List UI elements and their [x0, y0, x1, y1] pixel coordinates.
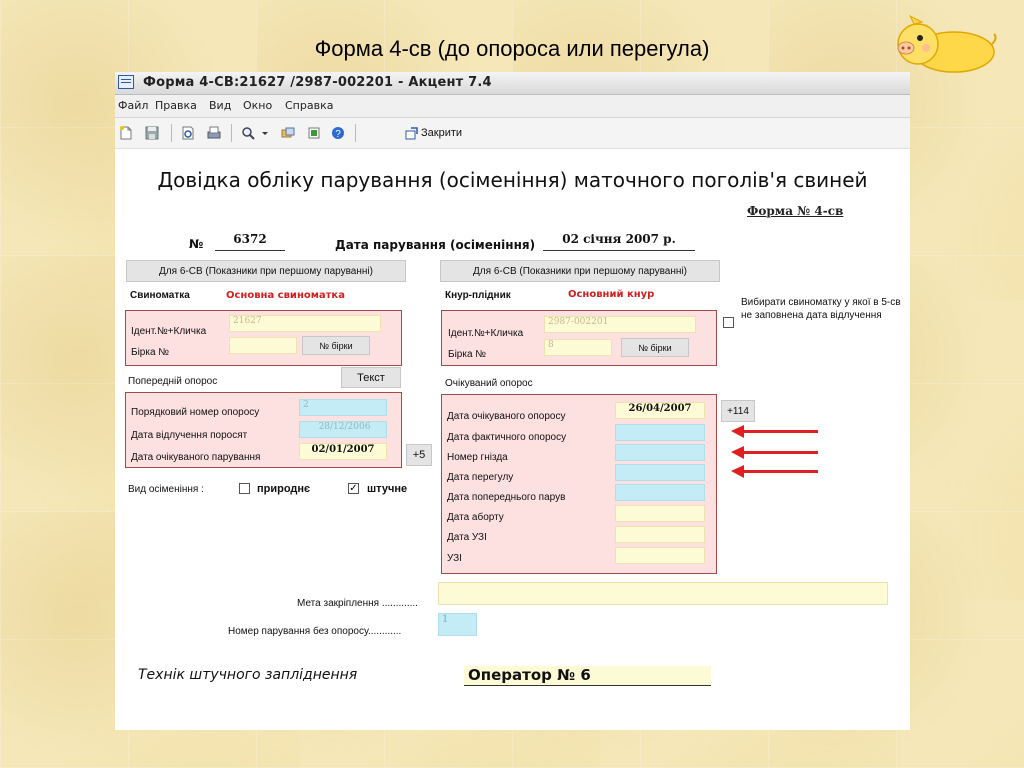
menu-view[interactable]: Вид: [209, 99, 232, 112]
operator-field[interactable]: Оператор № 6: [464, 666, 711, 686]
expected-row-label: Дата фактичного опоросу: [447, 432, 567, 443]
menu-help[interactable]: Справка: [285, 99, 334, 112]
boar-tag-field[interactable]: 8: [544, 339, 612, 356]
toolbar-separator: [171, 124, 172, 142]
sow-ident-field[interactable]: 21627: [229, 315, 381, 332]
menu-bar: [115, 95, 910, 118]
menu-window[interactable]: Окно: [243, 99, 273, 112]
goal-field[interactable]: [438, 582, 888, 605]
toolbar-separator: [355, 124, 356, 142]
expected-row-label: УЗІ: [447, 553, 462, 564]
sow-type: Основна свиноматка: [226, 290, 345, 301]
natural-label: природнє: [257, 483, 311, 495]
new-document-icon[interactable]: [119, 126, 133, 140]
print-icon[interactable]: [207, 126, 221, 140]
title-bar: [115, 72, 910, 95]
menu-file[interactable]: Файл: [118, 99, 149, 112]
export-icon[interactable]: [307, 126, 321, 140]
form-number-link[interactable]: Форма № 4-св: [747, 204, 844, 218]
svg-text:?: ?: [335, 129, 341, 140]
prev-row-value[interactable]: 2: [299, 399, 387, 416]
technician-label: Технік штучного запліднення: [138, 667, 358, 683]
for-6sv-button-left[interactable]: Для 6-СВ (Показники при першому паруванні): [126, 260, 406, 282]
mating-date-value[interactable]: 02 січня 2007 р.: [543, 232, 695, 251]
red-arrow-icon: [743, 451, 818, 454]
expected-row-value[interactable]: [615, 444, 705, 461]
print-preview-icon[interactable]: [181, 126, 195, 140]
artificial-checkbox[interactable]: ✓: [349, 483, 358, 494]
sow-ident-label: Ідент.№+Кличка: [131, 326, 207, 337]
search-icon[interactable]: [241, 126, 255, 140]
mating-no-field[interactable]: 1: [438, 613, 477, 636]
plus-114-button[interactable]: +114: [721, 400, 755, 422]
sow-tag-label: Бірка №: [131, 347, 170, 358]
toolbar-separator: [231, 124, 232, 142]
number-value[interactable]: 6372: [215, 232, 285, 251]
expected-row-value[interactable]: [615, 547, 705, 564]
prev-row-label: Порядковий номер опоросу: [131, 407, 260, 418]
expected-farrow-panel: [441, 394, 717, 574]
expected-row-value[interactable]: [615, 505, 705, 522]
expected-farrow-heading: Очікуваний опорос: [445, 378, 533, 389]
expected-row-value[interactable]: [615, 526, 705, 543]
prev-farrow-panel: [125, 392, 402, 468]
red-arrow-icon: [743, 470, 818, 473]
text-button[interactable]: Текст: [341, 367, 401, 388]
expected-row-value[interactable]: [615, 464, 705, 481]
natural-checkbox[interactable]: [239, 483, 250, 494]
for-6sv-button-right[interactable]: Для 6-СВ (Показники при першому паруванні): [440, 260, 720, 282]
window-title: Форма 4-СВ:21627 /2987-002201 - Акцент 7.4: [143, 75, 492, 90]
boar-ident-label: Ідент.№+Кличка: [448, 328, 524, 339]
chevron-down-icon[interactable]: [261, 126, 269, 140]
expected-row-value[interactable]: [615, 484, 705, 501]
expected-row-label: Дата аборту: [447, 512, 504, 523]
select-sow-checkbox[interactable]: [723, 317, 734, 328]
expected-row-label: Номер гнізда: [447, 452, 508, 463]
mating-no-label: Номер парування без опоросу............: [228, 626, 402, 637]
prev-farrow-heading: Попередній опорос: [128, 376, 218, 387]
save-icon[interactable]: [145, 126, 159, 140]
select-sow-note: Вибирати свиноматку у якої в 5-св не заповнена дата відлучення: [741, 297, 901, 321]
expected-row-label: Дата перегулу: [447, 472, 514, 483]
expected-row-value[interactable]: 26/04/2007: [615, 402, 705, 419]
sow-tag-button[interactable]: № бірки: [302, 336, 370, 355]
boar-type: Основний кнур: [568, 289, 655, 300]
expected-row-value[interactable]: [615, 424, 705, 441]
insemination-label: Вид осіменіння :: [128, 484, 204, 495]
app-icon: [118, 75, 134, 89]
menu-edit[interactable]: Правка: [155, 99, 197, 112]
prev-row-value[interactable]: 28/12/2006: [299, 421, 387, 438]
tools-icon[interactable]: [281, 126, 295, 140]
boar-tag-label: Бірка №: [448, 349, 487, 360]
boar-panel: [441, 310, 717, 366]
form-title: Довідка обліку парування (осіменіння) маточного поголів'я свиней: [157, 168, 868, 192]
prev-row-value[interactable]: 02/01/2007: [299, 443, 387, 460]
plus-5-button[interactable]: +5: [406, 444, 432, 466]
boar-ident-field[interactable]: 2987-002201: [544, 316, 696, 333]
red-arrow-icon: [743, 430, 818, 433]
mating-date-label: Дата парування (осіменіння): [335, 238, 536, 252]
expected-row-label: Дата УЗІ: [447, 532, 487, 543]
app-window: [115, 72, 910, 730]
boar-tag-button[interactable]: № бірки: [621, 338, 689, 357]
close-button[interactable]: Закрити: [421, 127, 463, 139]
slide-title: Форма 4-св (до опороса или перегула): [314, 36, 710, 61]
number-label: №: [189, 237, 204, 251]
toolbar: [115, 118, 910, 149]
expected-row-label: Дата попереднього парув: [447, 492, 566, 503]
goal-label: Мета закріплення .............: [297, 598, 418, 609]
artificial-label: штучне: [367, 483, 408, 495]
boar-heading: Кнур-плідник: [445, 290, 511, 301]
help-icon[interactable]: [331, 126, 345, 140]
expected-row-label: Дата очікуваного опоросу: [447, 411, 566, 422]
sow-tag-field[interactable]: [229, 337, 297, 354]
pig-mascot-icon: [888, 14, 1000, 76]
prev-row-label: Дата відлучення поросят: [131, 430, 248, 441]
sow-panel: [125, 310, 402, 366]
prev-row-label: Дата очікуваного парування: [131, 452, 261, 463]
sow-heading: Свиноматка: [130, 290, 190, 301]
close-icon[interactable]: [405, 126, 419, 140]
